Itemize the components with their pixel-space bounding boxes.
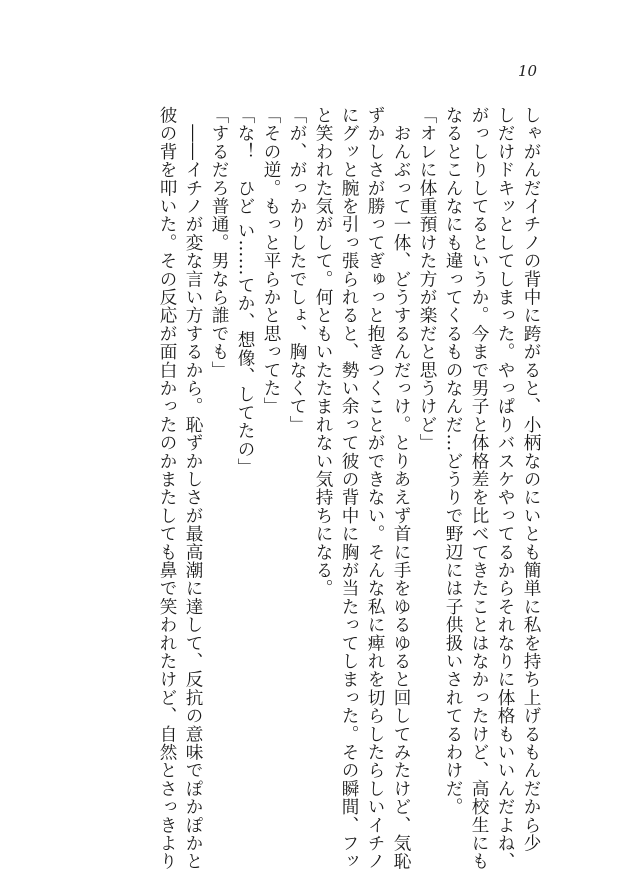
text-line: おんぶって一体、どうするんだっけ。とりあえず首に手をゆるゆると回してみたけど、気恥 — [391, 106, 411, 871]
text-line: にグッと腕を引っ張られると、勢い余って彼の背中に胸が当たってしまった。その瞬間、フッ — [339, 106, 359, 871]
text-line: しだけドキッとしてしまった。やっぱりバスケやってるからそれなりに体格もいいんだよね、 — [495, 106, 515, 871]
body-text — [154, 106, 544, 871]
text-line: なるとこんなにも違ってくるものなんだ…どうりで野辺には子供扱いされてるわけだ。 — [443, 106, 463, 816]
text-line: ――イチノが変な言い方するから。恥ずかしさが最高潮に達して、反抗の意味でぽかぽかと — [183, 106, 203, 871]
text-line: と笑われた気がして。何ともいたたまれない気持ちになる。 — [313, 106, 333, 598]
text-line: 彼の背を叩いた。その反応が面白かったのかまたしても鼻で笑われたけど、自然とさっきより — [157, 106, 177, 871]
text-line: 「が、がっかりしたでしょ、胸なくて」 — [287, 106, 307, 434]
text-line: がっしりしてるというか。今まで男子と体格差を比べてきたことはなかったけど、高校生にも — [469, 106, 489, 871]
text-line: ずかしさが勝ってぎゅっと抱きつくことができない。そんな私に痺れを切らしたらしいイチノ — [365, 106, 385, 871]
text-line: 「するだろ普通。男なら誰でも」 — [209, 106, 229, 379]
text-line: 「オレに体重預けた方が楽だと思うけど」 — [417, 106, 437, 452]
text-line: しゃがんだイチノの背中に跨がると、小柄なのにいとも簡単に私を持ち上げるもんだから少 — [521, 106, 541, 853]
text-line: 「その逆。もっと平らかと思ってた」 — [261, 106, 281, 416]
text-line: 「な！ ひど い……てか、想像、してたの」 — [235, 106, 255, 477]
page-number: 10 — [518, 62, 538, 80]
